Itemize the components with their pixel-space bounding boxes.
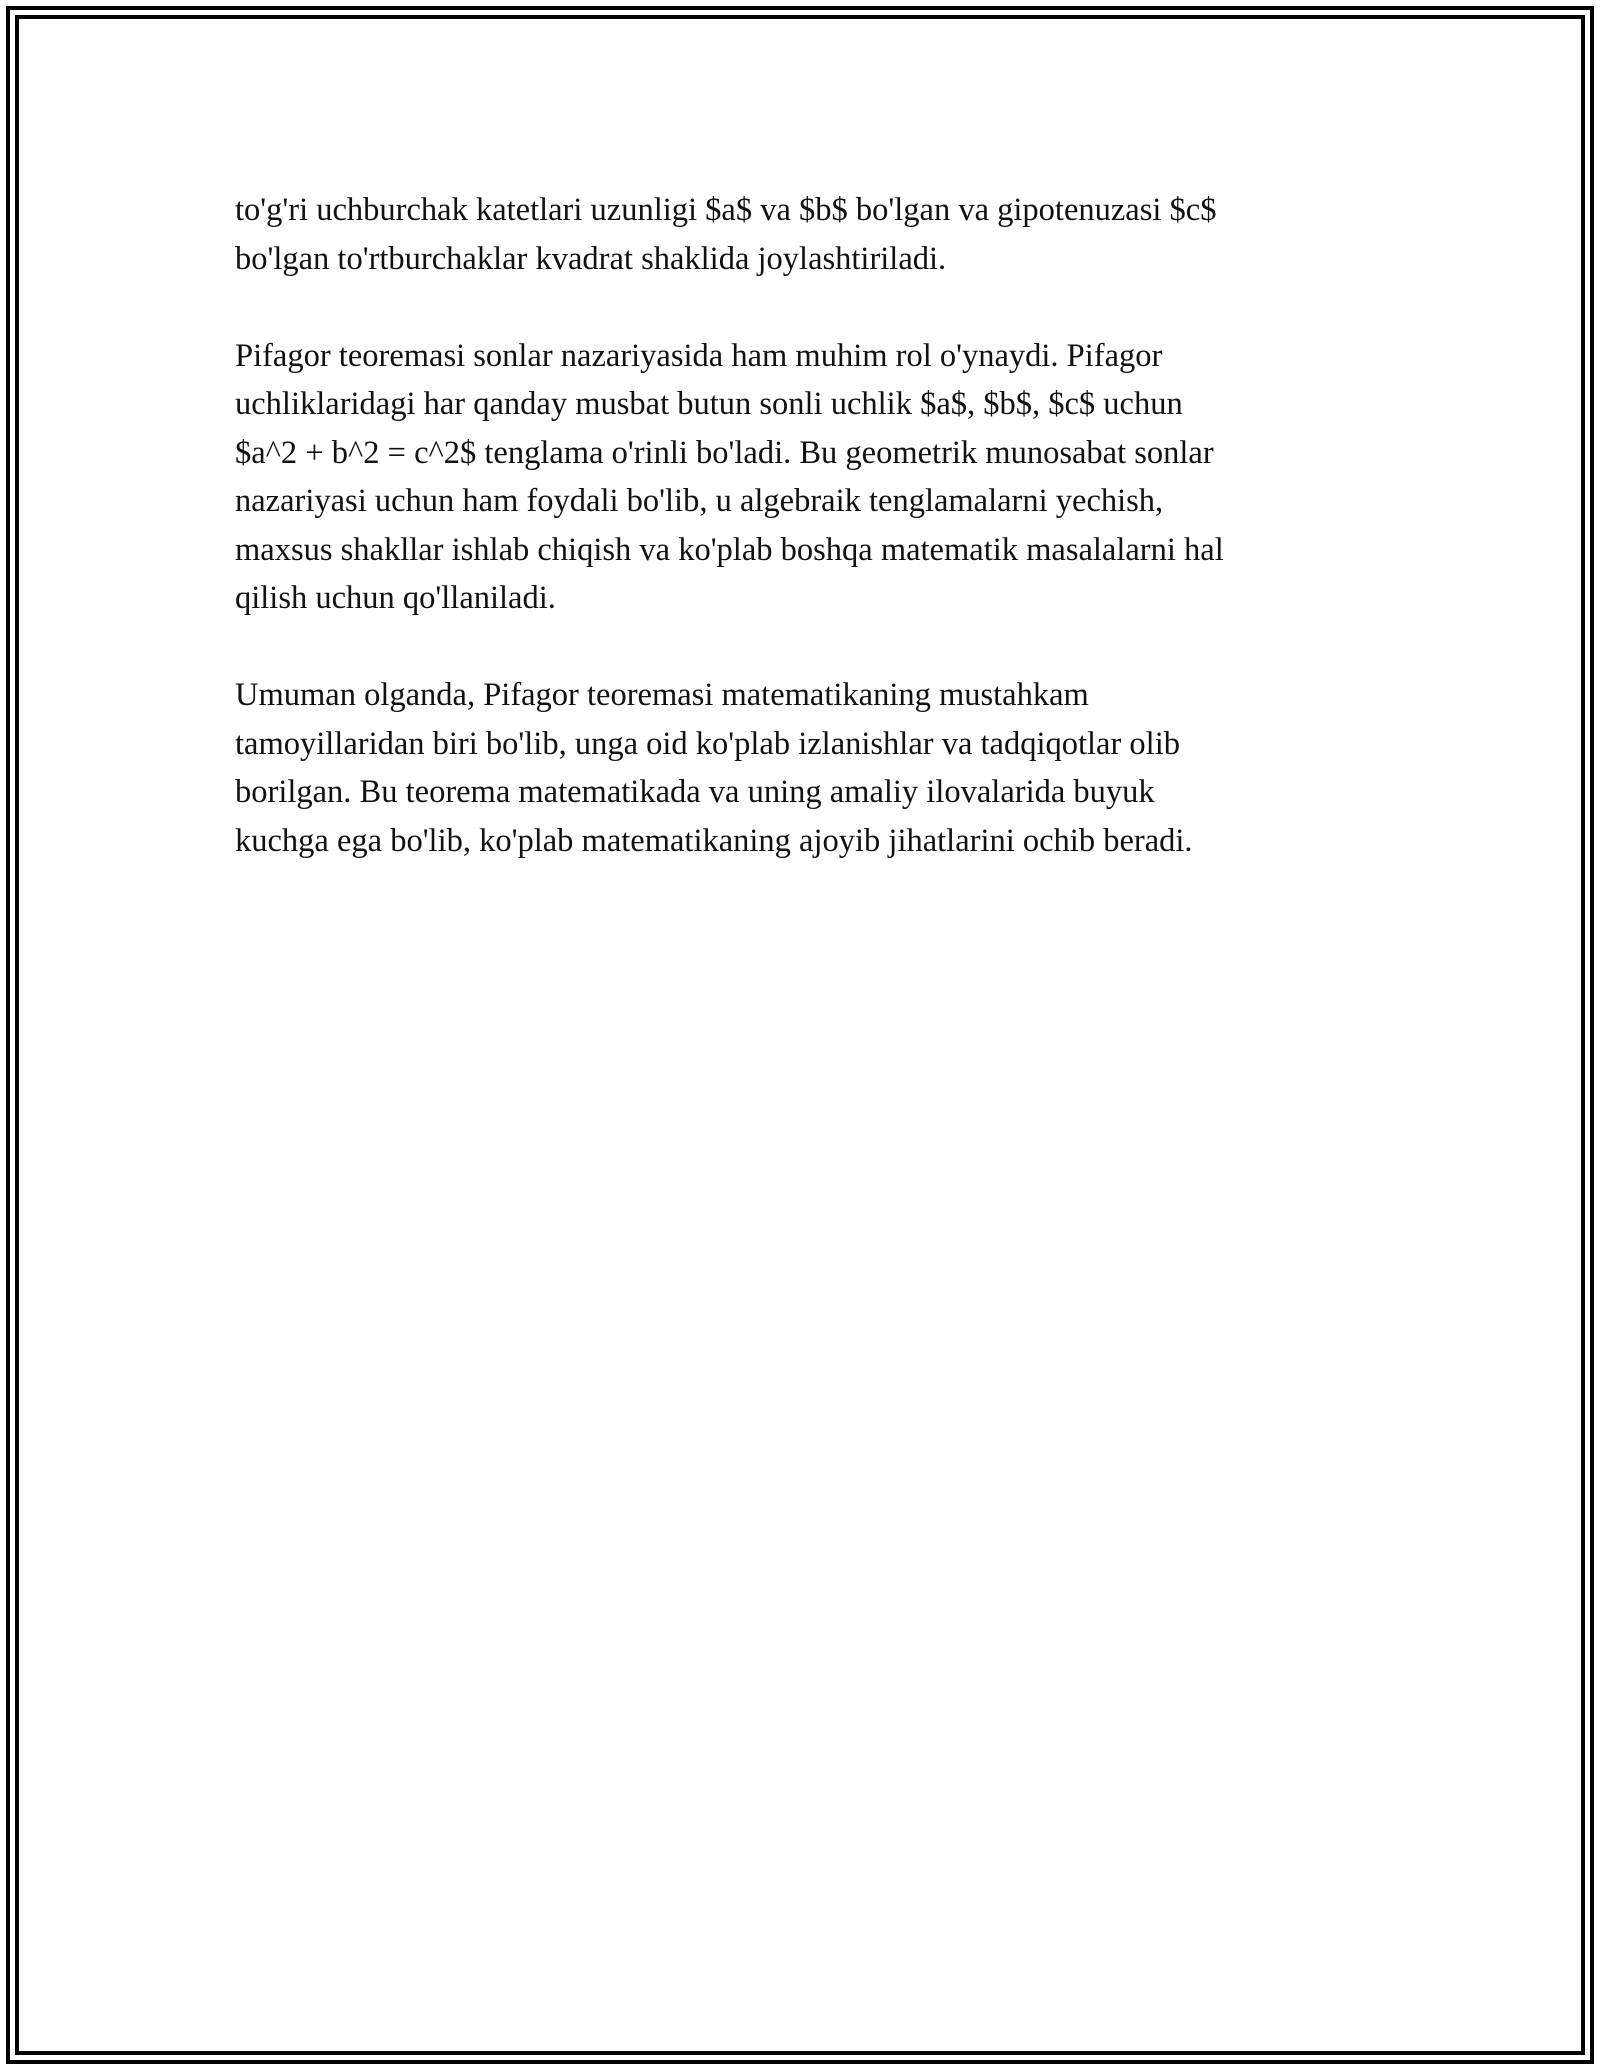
document-body — [235, 186, 1375, 914]
paragraph-1: to'g'ri uchburchak katetlari uzunligi $a$ va $b$ bo'lgan va gipotenuzasi $c$ bo'lgan to'rtburchaklar kvadrat shaklida joylashtiriladi. — [235, 192, 1217, 277]
paragraph-3: Umuman olganda, Pifagor teoremasi matematikaning mustahkam tamoyillaridan biri bo'lib, unga oid ko'plab izlanishlar va tadqiqotlar olib borilgan. Bu teorema matematikada va uning amaliy ilovalarida buyuk kuchga ega bo'lib, ko'plab matematikaning ajoyib jihatlarini ochib beradi. — [235, 677, 1193, 859]
paragraph-2: Pifagor teoremasi sonlar nazariyasida ham muhim rol o'ynaydi. Pifagor uchliklaridagi har qanday musbat butun sonli uchlik $a$, $b$, $c$ uchun $a^2 + b^2 = c^2$ tenglama o'rinli bo'ladi. Bu geometrik munosabat sonlar nazariyasi uchun ham foydali bo'lib, u algebraik tenglamalarni yechish, maxsus shakllar ishlab chiqish va ko'plab boshqa matematik masalalarni hal qilish uchun qo'llaniladi. — [235, 337, 1224, 616]
